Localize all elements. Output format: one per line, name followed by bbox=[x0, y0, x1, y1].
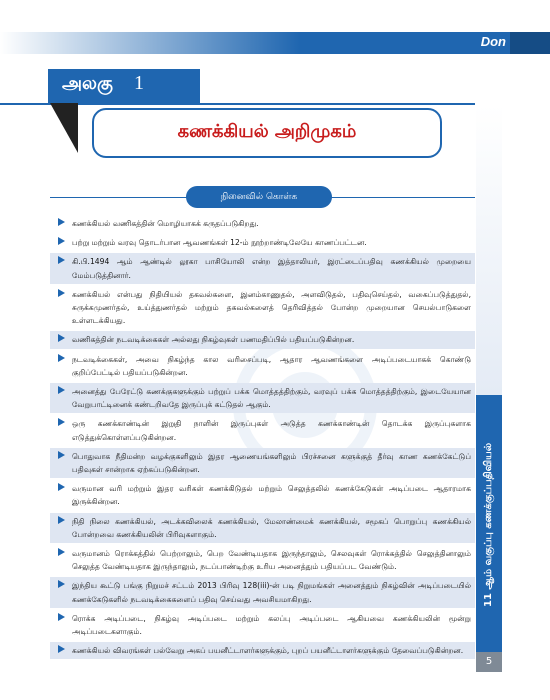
list-item: கி.பி.1494 ஆம் ஆண்டில் லூகா பாசியோலி என்ற இத்தாலியர், இரட்டைப்பதிவு கணக்கியல் முறையை மேம்படுத்தினார். bbox=[50, 253, 475, 283]
unit-corner-shape bbox=[50, 103, 78, 153]
list-item: பற்று மற்றும் வரவு தொடர்பான ஆவணங்கள் 12-ம் நூற்றாண்டிலேயே காணப்பட்டன. bbox=[50, 234, 475, 251]
bullet-arrow-icon bbox=[58, 451, 65, 459]
unit-label: அலகு bbox=[62, 73, 113, 94]
list-item: கணக்கியல் என்பது நிதியியல் தகவல்களை, இனம்காணுதல், அளவிடுதல், பதிவுசெய்தல், வகைப்படுத்துதல், சுருக்கமுணர்தல், உய்த்துணர்தல் மற்றும் தகவல்களைத் தெரிவித்தல் போன்ற முறையான செயல்பாடுகளை உள்ளடக்கியது. bbox=[50, 286, 475, 330]
list-item: ஒரு கணக்காண்டின் இறுதி நாளின் இருப்புகள் அடுத்த கணக்காண்டின் தொடக்க இருப்புகளாக எடுத்துக்கொள்ளப்படுகின்றன. bbox=[50, 415, 475, 445]
bullet-arrow-icon bbox=[58, 218, 65, 226]
sidebar-label: 11 ஆம் வகுப்பு கணக்குப்பதிவியல் bbox=[483, 442, 494, 608]
bullet-arrow-icon bbox=[58, 548, 65, 556]
page-number: 5 bbox=[476, 652, 502, 672]
brand-label: Don bbox=[480, 34, 506, 49]
sidebar-gradient bbox=[476, 105, 502, 395]
header-fade bbox=[0, 32, 300, 54]
bullet-arrow-icon bbox=[58, 334, 65, 342]
list-item: வணிகத்தின் நடவடிக்கைகள் அல்லது நிகழ்வுகள் பணமதிப்பில் பதியப்படுகின்றன. bbox=[50, 331, 475, 348]
sidebar-label-wrap bbox=[476, 395, 502, 655]
bullet-arrow-icon bbox=[58, 386, 65, 394]
bullet-arrow-icon bbox=[58, 613, 65, 621]
list-item: வருமானம் ரொக்கத்தில் பெற்றாலும், பெற வேண்டியதாக இருந்தாலும், செலவுகள் ரொக்கத்தில் செலுத்தினாலும் செலுத்த வேண்டியதாக இருந்தாலும், நடப்பாண்டிற்கு உரிய அனைத்தும் பதியப்பட வேண்டும். bbox=[50, 545, 475, 575]
list-item: வருமான வரி மற்றும் இதர வரிகள் கணக்கிடுதல் மற்றும் செலுத்தலில் கணக்கேடுகள் அடிப்படை ஆதாரமாக இருக்கின்றன. bbox=[50, 480, 475, 510]
list-item: இந்திய கூட்டு பங்கு நிறுமச் சட்டம் 2013 பிரிவு 128(iii)-ன் படி நிறுமங்கள் அனைத்தும் நிகழ்வின் அடிப்படையில் கணக்கேடுகளில் நடவடிக்கைகளைப் பதிவு செய்வது அவசியமாகிறது. bbox=[50, 577, 475, 607]
section-heading: நினைவில் கொள்க bbox=[186, 186, 332, 208]
bullet-arrow-icon bbox=[58, 645, 65, 653]
bullet-arrow-icon bbox=[58, 289, 65, 297]
bullet-arrow-icon bbox=[58, 354, 65, 362]
bullet-arrow-icon bbox=[58, 516, 65, 524]
list-item: அனைத்து பேரேட்டு கணக்குகளுக்கும் பற்றுப் பக்க மொத்தத்திற்கும், வரவுப் பக்க மொத்தத்திற்கும், இடையேயான வேறுபாட்டினைக் கண்டறிவதே இருப்புக் கட்டுதல் ஆகும். bbox=[50, 383, 475, 413]
key-points-list bbox=[50, 215, 475, 661]
list-item: நிதி நிலை கணக்கியல், அடக்கவிலைக் கணக்கியல், மேலாண்மைக் கணக்கியல், சமூகப் பொறுப்பு கணக்கியல் போன்றவை கணக்கியலின் பிரிவுகளாகும். bbox=[50, 513, 475, 543]
list-item: கணக்கியல் வணிகத்தின் மொழியாகக் கருதப்படுகிறது. bbox=[50, 215, 475, 232]
list-item: ரொக்க அடிப்படை, நிகழ்வு அடிப்படை மற்றும் கலப்பு அடிப்படை ஆகியவை கணக்கியலின் மூன்று அடிப்படைகளாகும். bbox=[50, 610, 475, 640]
list-item: பொதுவாக நீதிமன்ற வழக்குகளிலும் இதர ஆணையங்களிலும் பிரச்சனை களுக்குத் தீர்வு காண கணக்கேட்டுப் பதிவுகள் சான்றாக ஏற்கப்படுகின்றன. bbox=[50, 448, 475, 478]
bullet-arrow-icon bbox=[58, 580, 65, 588]
page-title: கணக்கியல் அறிமுகம் bbox=[177, 121, 357, 142]
header-wedge bbox=[510, 32, 550, 54]
list-item: கணக்கியல் விவரங்கள் பல்வேறு அகப் பயனீட்டாளர்களுக்கும், புறப் பயனீட்டாளர்களுக்கும் தேவைப்படுகின்றன. bbox=[50, 642, 475, 659]
bullet-arrow-icon bbox=[58, 483, 65, 491]
list-item: நடவடிக்கைகள், அவை நிகழ்ந்த கால வரிசைப்படி, ஆதார ஆவணங்களை அடிப்படையாகக் கொண்டு குறிப்பேட்டில் பதியப்படுகின்றன. bbox=[50, 351, 475, 381]
bullet-arrow-icon bbox=[58, 418, 65, 426]
bullet-arrow-icon bbox=[58, 256, 65, 264]
unit-number: 1 bbox=[134, 72, 144, 94]
bullet-arrow-icon bbox=[58, 237, 65, 245]
